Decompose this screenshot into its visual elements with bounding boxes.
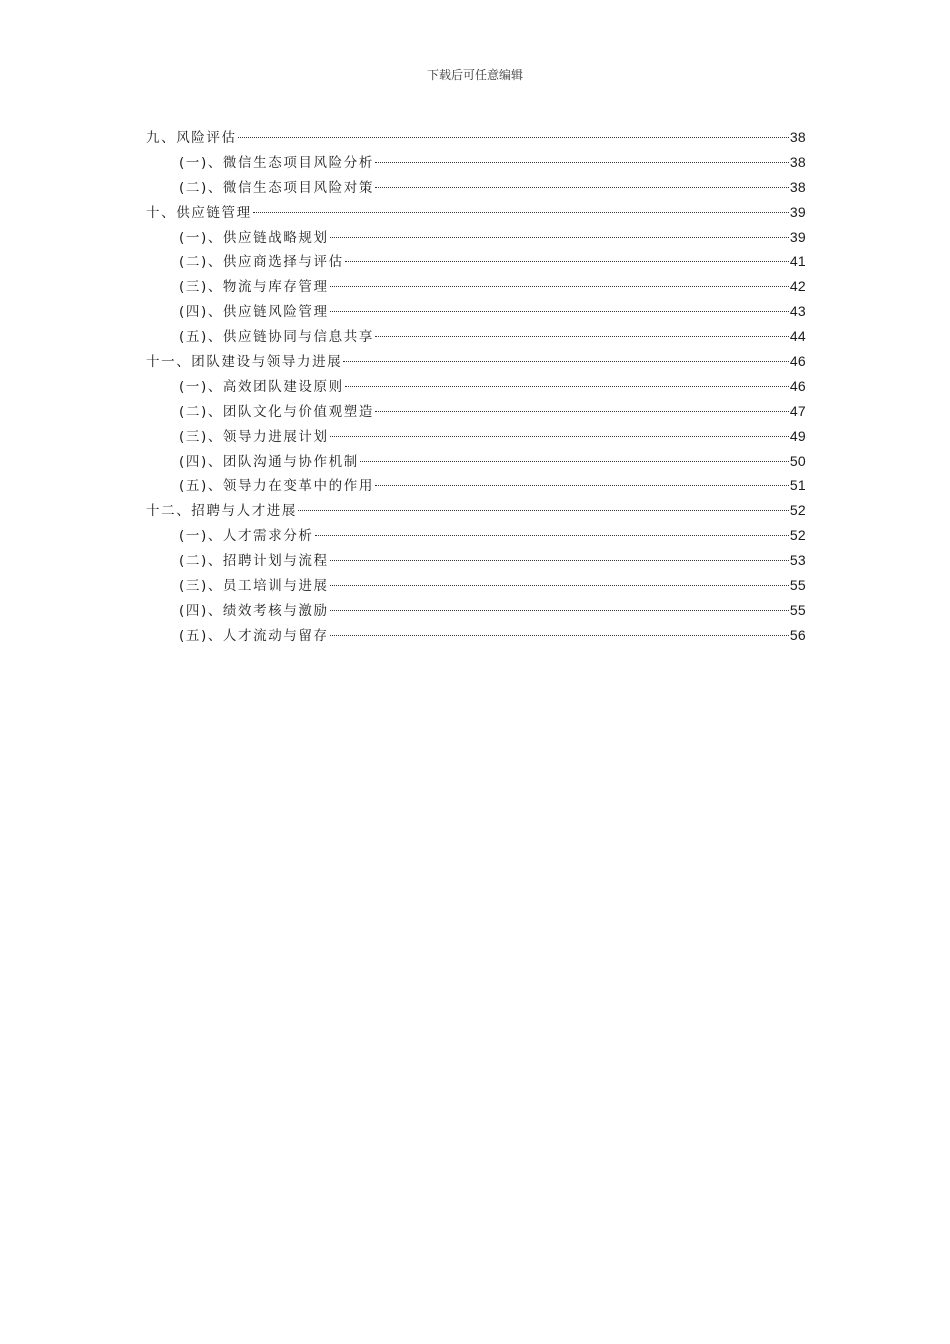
toc-entry[interactable] bbox=[146, 249, 806, 274]
toc-dot-leader bbox=[315, 535, 789, 536]
toc-entry-page-number: 39 bbox=[789, 228, 806, 245]
toc-entry[interactable] bbox=[146, 225, 806, 250]
toc-entry-page-number: 52 bbox=[789, 527, 806, 544]
toc-entry-title: 十二、招聘与人才进展 bbox=[146, 503, 297, 520]
toc-entry[interactable] bbox=[146, 598, 806, 623]
toc-entry-page-number: 56 bbox=[789, 626, 806, 643]
toc-dot-leader bbox=[238, 137, 789, 138]
toc-entry-title: (五)、供应链协同与信息共享 bbox=[179, 329, 374, 346]
toc-entry[interactable] bbox=[146, 573, 806, 598]
toc-entry-title: 十一、团队建设与领导力进展 bbox=[146, 354, 343, 371]
toc-dot-leader bbox=[375, 485, 789, 486]
toc-entry-page-number: 46 bbox=[789, 377, 806, 394]
toc-entry-title: (四)、供应链风险管理 bbox=[179, 304, 329, 321]
toc-dot-leader bbox=[345, 386, 789, 387]
toc-dot-leader bbox=[330, 436, 789, 437]
toc-dot-leader bbox=[330, 610, 789, 611]
toc-entry[interactable] bbox=[146, 324, 806, 349]
toc-entry[interactable] bbox=[146, 349, 806, 374]
toc-dot-leader bbox=[253, 212, 789, 213]
toc-entry[interactable] bbox=[146, 449, 806, 474]
toc-dot-leader bbox=[330, 560, 789, 561]
toc-entry[interactable] bbox=[146, 175, 806, 200]
toc-dot-leader bbox=[330, 237, 789, 238]
toc-entry[interactable] bbox=[146, 473, 806, 498]
toc-entry-page-number: 55 bbox=[789, 577, 806, 594]
toc-entry-page-number: 38 bbox=[789, 129, 806, 145]
toc-dot-leader bbox=[330, 311, 789, 312]
toc-entry[interactable] bbox=[146, 523, 806, 548]
toc-entry-page-number: 38 bbox=[789, 178, 806, 195]
toc-entry-title: (二)、团队文化与价值观塑造 bbox=[179, 403, 374, 420]
toc-entry[interactable] bbox=[146, 399, 806, 424]
toc-entry-title: (五)、领导力在变革中的作用 bbox=[179, 478, 374, 495]
toc-entry-page-number: 39 bbox=[789, 203, 806, 220]
table-of-contents bbox=[146, 125, 806, 648]
toc-dot-leader bbox=[343, 361, 789, 362]
toc-dot-leader bbox=[360, 461, 789, 462]
toc-dot-leader bbox=[375, 162, 789, 163]
toc-entry[interactable] bbox=[146, 299, 806, 324]
toc-entry-page-number: 43 bbox=[789, 303, 806, 320]
toc-dot-leader bbox=[375, 187, 789, 188]
toc-entry[interactable] bbox=[146, 274, 806, 299]
toc-entry[interactable] bbox=[146, 424, 806, 449]
toc-entry-page-number: 49 bbox=[789, 427, 806, 444]
toc-entry-title: (一)、供应链战略规划 bbox=[179, 229, 329, 246]
toc-entry-title: (二)、供应商选择与评估 bbox=[179, 254, 344, 271]
toc-entry[interactable] bbox=[146, 623, 806, 648]
toc-entry-title: (一)、微信生态项目风险分析 bbox=[179, 154, 374, 171]
toc-entry-page-number: 42 bbox=[789, 278, 806, 295]
toc-entry-title: (三)、领导力进展计划 bbox=[179, 428, 329, 445]
toc-entry[interactable] bbox=[146, 200, 806, 225]
toc-entry-page-number: 50 bbox=[789, 452, 806, 469]
toc-dot-leader bbox=[345, 261, 789, 262]
toc-entry-page-number: 46 bbox=[789, 353, 806, 370]
toc-entry-page-number: 52 bbox=[789, 502, 806, 519]
toc-dot-leader bbox=[298, 510, 789, 511]
toc-entry-title: (一)、人才需求分析 bbox=[179, 528, 314, 545]
toc-entry[interactable] bbox=[146, 150, 806, 175]
toc-entry-page-number: 47 bbox=[789, 402, 806, 419]
toc-entry-page-number: 51 bbox=[789, 477, 806, 494]
toc-entry-page-number: 55 bbox=[789, 601, 806, 618]
toc-entry-page-number: 41 bbox=[789, 253, 806, 270]
toc-entry-title: 十、供应链管理 bbox=[146, 204, 252, 221]
toc-entry[interactable] bbox=[146, 125, 806, 150]
toc-dot-leader bbox=[375, 411, 789, 412]
toc-entry-title: (四)、绩效考核与激励 bbox=[179, 602, 329, 619]
toc-entry-page-number: 44 bbox=[789, 328, 806, 345]
toc-entry-title: (三)、员工培训与进展 bbox=[179, 578, 329, 595]
toc-entry[interactable] bbox=[146, 498, 806, 523]
toc-entry[interactable] bbox=[146, 548, 806, 573]
toc-entry-title: (二)、微信生态项目风险对策 bbox=[179, 179, 374, 196]
toc-entry-title: (五)、人才流动与留存 bbox=[179, 627, 329, 644]
toc-entry-title: (四)、团队沟通与协作机制 bbox=[179, 453, 359, 470]
toc-dot-leader bbox=[330, 286, 789, 287]
toc-entry-title: 九、风险评估 bbox=[146, 130, 237, 146]
toc-dot-leader bbox=[330, 635, 789, 636]
toc-entry-title: (三)、物流与库存管理 bbox=[179, 279, 329, 296]
toc-entry-page-number: 53 bbox=[789, 552, 806, 569]
toc-entry-title: (二)、招聘计划与流程 bbox=[179, 553, 329, 570]
page-header: 下载后可任意编辑 bbox=[426, 68, 523, 82]
toc-dot-leader bbox=[375, 336, 789, 337]
toc-dot-leader bbox=[330, 585, 789, 586]
toc-entry[interactable] bbox=[146, 374, 806, 399]
toc-entry-page-number: 38 bbox=[789, 153, 806, 170]
toc-entry-title: (一)、高效团队建设原则 bbox=[179, 378, 344, 395]
